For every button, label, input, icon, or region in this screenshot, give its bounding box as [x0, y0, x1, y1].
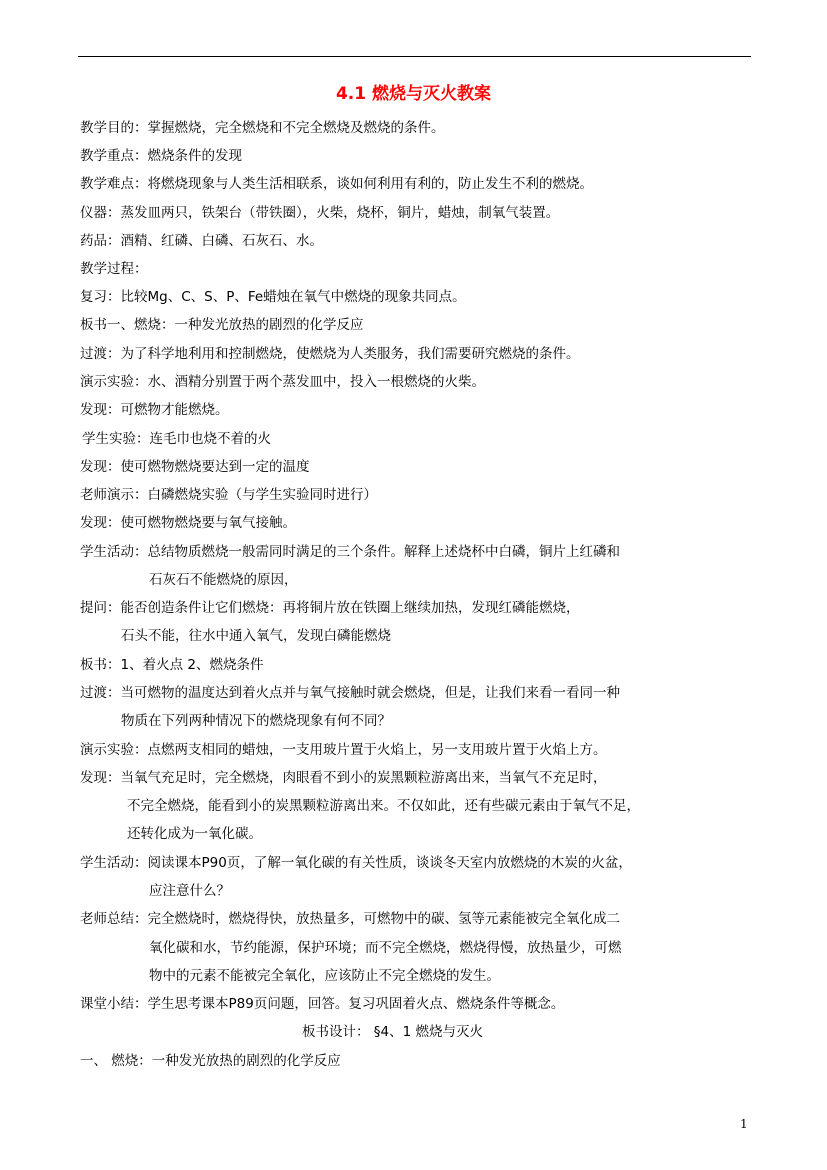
text-line: 板书：1、着火点 2、燃烧条件 — [80, 657, 264, 673]
text-line: 应注意什么？ — [149, 883, 230, 899]
text-line: 发现：当氧气充足时，完全燃烧，肉眼看不到小的炭黑颗粒游离出来，当氧气不充足时， — [80, 770, 607, 786]
text-line: 学生活动：总结物质燃烧一般需同时满足的三个条件。解释上述烧杯中白磷，铜片上红磷和 — [80, 544, 620, 560]
text-line: 还转化成为一氧化碳。 — [127, 826, 262, 842]
text-line: 发现：使可燃物燃烧要达到一定的温度 — [80, 459, 310, 475]
text-line: 演示实验：点燃两支相同的蜡烛，一支用玻片置于火焰上，另一支用玻片置于火焰上方。 — [80, 742, 607, 758]
text-line: 板书一、燃烧：一种发光放热的剧烈的化学反应 — [80, 317, 364, 333]
text-line: 课堂小结：学生思考课本P89页问题，回答。复习巩固着火点、燃烧条件等概念。 — [80, 996, 565, 1012]
text-line: 石灰石不能燃烧的原因， — [149, 572, 298, 588]
text-line: 教学难点：将燃烧现象与人类生活相联系，谈如何利用有利的，防止发生不利的燃烧。 — [80, 176, 593, 192]
text-line: 物质在下列两种情况下的燃烧现象有何不同？ — [121, 713, 391, 729]
text-line: 教学目的：掌握燃烧，完全燃烧和不完全燃烧及燃烧的条件。 — [80, 120, 445, 136]
text-line: 复习：比较Mg、C、S、P、Fe蜡烛在氧气中燃烧的现象共同点。 — [80, 289, 466, 305]
text-line: 学生活动：阅读课本P90页，了解一氧化碳的有关性质，谈谈冬天室内放燃烧的木炭的火盆， — [80, 855, 632, 871]
text-line: 一、 燃烧：一种发光放热的剧烈的化学反应 — [80, 1053, 341, 1069]
text-line: 发现：使可燃物燃烧要与氧气接触。 — [80, 515, 296, 531]
text-line: 提问：能否创造条件让它们燃烧：再将铜片放在铁圈上继续加热，发现红磷能燃烧， — [80, 600, 580, 616]
board-design-heading: 板书设计： §4、1 燃烧与灭火 — [302, 1024, 484, 1040]
text-line: 氧化碳和水，节约能源，保护环境；而不完全燃烧，燃烧得慢，放热量少，可燃 — [149, 940, 622, 956]
text-line: 教学过程： — [80, 261, 148, 277]
text-line: 老师总结：完全燃烧时，燃烧得快，放热量多，可燃物中的碳、氢等元素能被完全氧化成二 — [80, 911, 620, 927]
text-line: 不完全燃烧，能看到小的炭黑颗粒游离出来。不仅如此，还有些碳元素由于氧气不足， — [127, 798, 640, 814]
text-line: 石头不能，往水中通入氧气，发现白磷能燃烧 — [121, 628, 391, 644]
text-line: 老师演示：白磷燃烧实验（与学生实验同时进行） — [80, 487, 377, 503]
text-line: 教学重点：燃烧条件的发现 — [80, 148, 242, 164]
page-number: 1 — [740, 1117, 748, 1131]
text-line: 药品：酒精、红磷、白磷、石灰石、水。 — [80, 233, 323, 249]
text-line: 仪器：蒸发皿两只，铁架台（带铁圈），火柴，烧杯，铜片，蜡烛，制氧气装置。 — [80, 205, 560, 221]
header-rule — [78, 56, 751, 57]
text-line: 物中的元素不能被完全氧化，应该防止不完全燃烧的发生。 — [149, 968, 500, 984]
text-line: 过渡：当可燃物的温度达到着火点并与氧气接触时就会燃烧，但是，让我们来看一看同一种 — [80, 685, 620, 701]
text-line: 学生实验：连毛巾也烧不着的火 — [82, 431, 271, 447]
text-line: 演示实验：水、酒精分别置于两个蒸发皿中，投入一根燃烧的火柴。 — [80, 374, 485, 390]
text-line: 发现：可燃物才能燃烧。 — [80, 402, 229, 418]
document-title: 4.1 燃烧与灭火教案 — [335, 84, 492, 104]
text-line: 过渡：为了科学地利用和控制燃烧，使燃烧为人类服务，我们需要研究燃烧的条件。 — [80, 346, 580, 362]
